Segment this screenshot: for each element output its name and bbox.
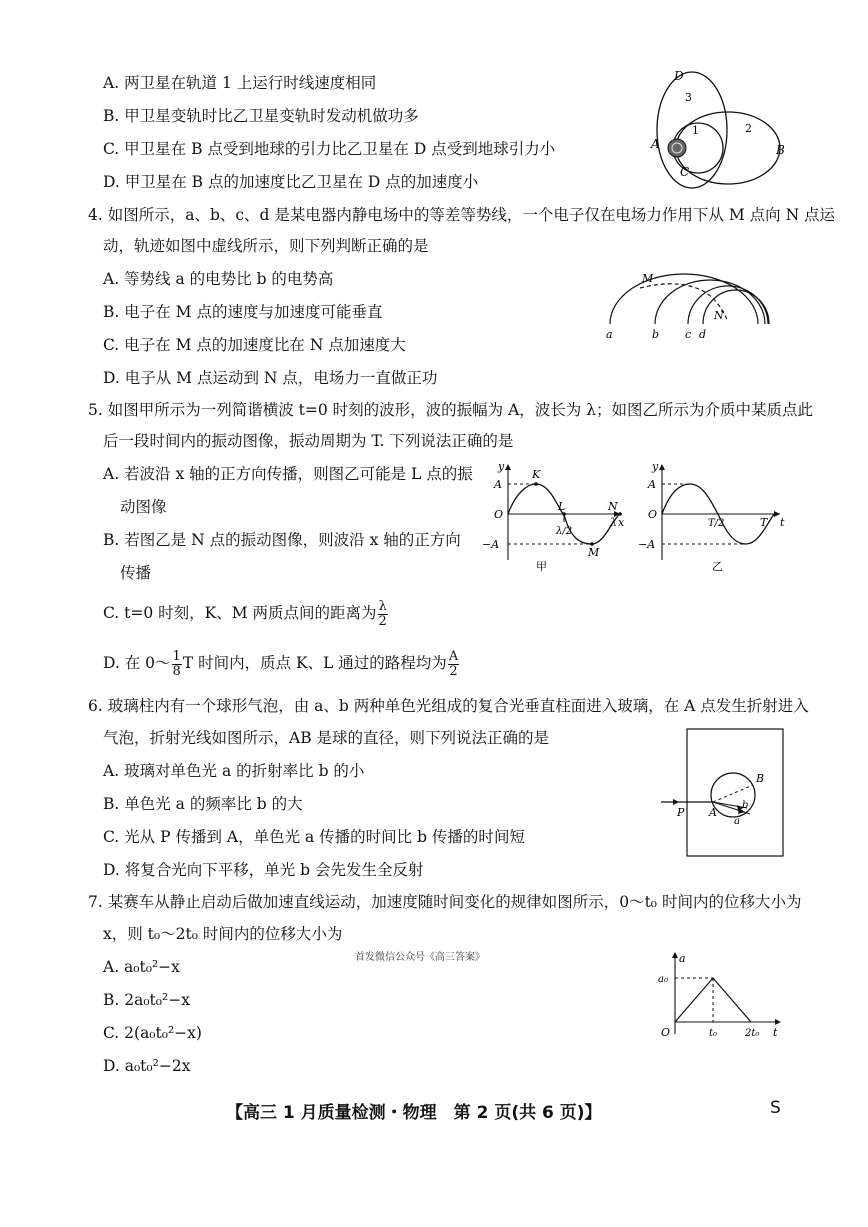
q5-jia-a-label: A xyxy=(494,478,502,491)
q3-option-d: D. 甲卫星在 B 点的加速度比乙卫星在 D 点的加速度小 xyxy=(103,173,479,191)
q3-label-3: 3 xyxy=(685,91,692,104)
q3-label-1: 1 xyxy=(692,124,699,137)
q5-jia-half-lambda: λ/2 xyxy=(556,526,573,537)
q4-equipotential-figure xyxy=(600,262,780,342)
q6-stem-line1: 6. 玻璃柱内有一个球形气泡，由 a、b 两种单色光组成的复合光垂直柱面进入玻璃，在 A 点发生折射进入 xyxy=(88,697,809,715)
q6-label-b: B xyxy=(756,772,765,785)
q5-option-c-fraction xyxy=(378,600,388,629)
q5-option-c-den: 2 xyxy=(378,613,387,629)
q5-yi-a-label: A xyxy=(648,478,656,491)
q4-label-m: M xyxy=(642,272,654,285)
q5-option-c-text: C. t=0 时刻，K、M 两质点间的距离为 xyxy=(103,604,377,622)
q5-option-d-den1: 8 xyxy=(172,663,181,679)
q5-option-d-num2: A xyxy=(448,648,459,664)
q5-yi-origin: O xyxy=(648,508,658,521)
q5-jia-neg-a-label: −A xyxy=(482,538,500,551)
watermark-text: 首发微信公众号《高三答案》 xyxy=(355,952,485,963)
q3-option-c: C. 甲卫星在 B 点受到地球的引力比乙卫星在 D 点受到地球引力小 xyxy=(103,140,556,158)
q6-option-d: D. 将复合光向下平移，单光 b 会先发生全反射 xyxy=(103,861,424,879)
q4-option-d: D. 电子从 M 点运动到 N 点，电场力一直做正功 xyxy=(103,369,438,387)
q3-label-b: B xyxy=(776,143,785,157)
q5-yi-y-label: y xyxy=(652,460,659,473)
q4-stem-line1: 4. 如图所示，a、b、c、d 是某电器内静电场中的等差等势线，一个电子仅在电场力作用下从 M 点向 N 点运 xyxy=(88,206,836,224)
q6-label-small-b: b xyxy=(742,800,749,811)
q4-label-b: b xyxy=(652,328,660,341)
q7-option-a: A. a₀t₀²−x xyxy=(103,958,180,976)
q5-jia-n: N xyxy=(608,500,618,513)
q5-jia-origin: O xyxy=(494,508,504,521)
q5-option-d-fraction2 xyxy=(448,650,459,679)
q6-label-small-a: a xyxy=(734,816,740,827)
q5-yi-t-period: T xyxy=(760,516,768,529)
q4-label-n: N xyxy=(714,309,724,322)
q5-option-b-line1: B. 若图乙是 N 点的振动图像，则波沿 x 轴的正方向 xyxy=(103,531,461,549)
q5-jia-x-label: x xyxy=(618,516,625,529)
q7-label-2t0: 2t₀ xyxy=(745,1028,760,1039)
q7-stem-line2: x，则 t₀～2t₀ 时间内的位移大小为 xyxy=(103,925,343,943)
q3-orbit-figure xyxy=(640,64,790,196)
q5-option-a-line2: 动图像 xyxy=(120,498,167,516)
q7-label-a0: a₀ xyxy=(658,974,668,985)
q4-option-a: A. 等势线 a 的电势比 b 的电势高 xyxy=(103,270,334,288)
q5-option-b-line2: 传播 xyxy=(120,564,152,582)
q7-label-t0: t₀ xyxy=(709,1028,718,1039)
q3-label-c: C xyxy=(680,165,690,179)
q7-stem-line1: 7. 某赛车从静止启动后做加速直线运动，加速度随时间变化的规律如图所示，0～t₀ 时间内的位移大小为 xyxy=(88,893,802,911)
q5-stem-line1: 5. 如图甲所示为一列简谐横波 t=0 时刻的波形，波的振幅为 A，波长为 λ；如图乙所示为介质中某质点此 xyxy=(88,401,814,419)
q5-yi-t-label: t xyxy=(780,516,785,529)
q6-option-a: A. 玻璃对单色光 a 的折射率比 b 的小 xyxy=(103,762,365,780)
q5-option-d xyxy=(103,647,460,679)
q5-jia-l: L xyxy=(558,500,566,513)
q7-option-c: C. 2(a₀t₀²−x) xyxy=(103,1024,202,1042)
footer-mark: S xyxy=(770,1098,781,1118)
q3-option-b: B. 甲卫星变轨时比乙卫星变轨时发动机做功多 xyxy=(103,107,419,125)
q5-option-d-den2: 2 xyxy=(449,663,458,679)
q5-vibration-figure-yi xyxy=(640,460,790,572)
q3-label-d: D xyxy=(674,69,684,83)
q7-acceleration-graph xyxy=(655,950,785,1040)
q7-origin: O xyxy=(661,1026,671,1039)
q3-label-a: A xyxy=(651,137,660,151)
q5-option-c-num: λ xyxy=(378,598,387,614)
q5-jia-caption: 甲 xyxy=(536,560,547,573)
q5-option-d-fraction1 xyxy=(172,650,182,679)
q4-label-c: c xyxy=(685,328,692,341)
q6-stem-line2: 气泡，折射光线如图所示，AB 是球的直径，则下列说法正确的是 xyxy=(103,729,550,747)
q7-axis-a: a xyxy=(679,952,686,965)
q5-jia-y-label: y xyxy=(498,460,505,473)
q4-option-b: B. 电子在 M 点的速度与加速度可能垂直 xyxy=(103,303,383,321)
q5-option-a-line1: A. 若波沿 x 轴的正方向传播，则图乙可能是 L 点的振 xyxy=(103,465,473,483)
q7-option-b: B. 2a₀t₀²−x xyxy=(103,991,190,1009)
q5-yi-caption: 乙 xyxy=(712,560,723,573)
q6-label-p: P xyxy=(677,806,685,819)
q5-option-d-pre: D. 在 0～ xyxy=(103,654,171,672)
q3-option-a: A. 两卫星在轨道 1 上运行时线速度相同 xyxy=(103,74,377,92)
q3-label-2: 2 xyxy=(745,122,752,135)
q4-label-d: d xyxy=(699,328,707,341)
q7-axis-t: t xyxy=(773,1026,778,1039)
q6-label-a: A xyxy=(709,806,717,819)
q4-label-a: a xyxy=(606,328,613,341)
q6-glass-figure xyxy=(655,728,785,858)
q5-yi-neg-a-label: −A xyxy=(638,538,656,551)
q5-option-d-num1: 1 xyxy=(172,648,181,664)
q5-jia-lambda: λ xyxy=(610,516,617,529)
q4-stem-line2: 动，轨迹如图中虚线所示，则下列判断正确的是 xyxy=(103,237,429,255)
page-footer: 【高三 1 月质量检测・物理 第 2 页(共 6 页)】 xyxy=(226,1103,602,1123)
q5-option-c xyxy=(103,597,389,629)
q5-stem-line2: 后一段时间内的振动图像，振动周期为 T. 下列说法正确的是 xyxy=(103,432,514,450)
q5-jia-m: M xyxy=(588,546,600,559)
q7-option-d: D. a₀t₀²−2x xyxy=(103,1057,191,1075)
q5-jia-k: K xyxy=(532,468,541,481)
q5-option-d-mid: T 时间内，质点 K、L 通过的路程均为 xyxy=(182,654,447,672)
q5-yi-half-t: T/2 xyxy=(708,518,725,529)
q6-option-c: C. 光从 P 传播到 A，单色光 a 传播的时间比 b 传播的时间短 xyxy=(103,828,525,846)
q6-option-b: B. 单色光 a 的频率比 b 的大 xyxy=(103,795,303,813)
q5-wave-figure-jia xyxy=(480,460,630,572)
q4-option-c: C. 电子在 M 点的加速度比在 N 点加速度大 xyxy=(103,336,406,354)
